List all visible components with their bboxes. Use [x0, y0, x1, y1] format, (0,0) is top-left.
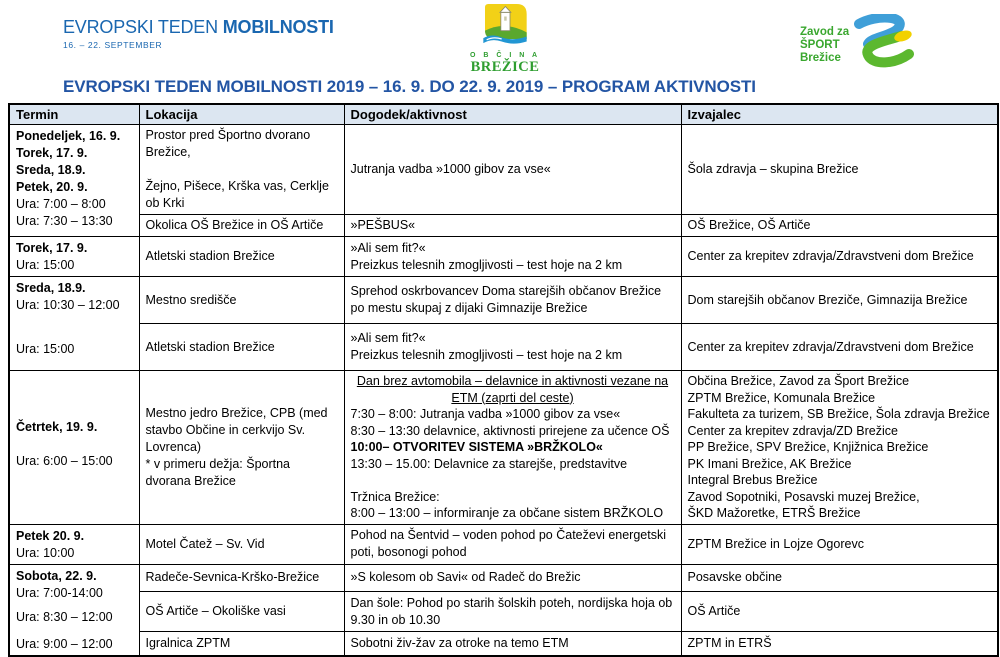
izvajalec-line: Občina Brežice, Zavod za Šport Brežice: [687, 374, 910, 388]
dogodek-cell: Dan šole: Pohod po starih šolskih poteh, nordijska hoja ob 9.30 in ob 10.30: [344, 591, 681, 632]
lokacija-cell: Atletski stadion Brežice: [139, 324, 344, 371]
dogodek-line: 13:30 – 15.00: Delavnice za starejše, predstavitve: [350, 456, 628, 471]
izvajalec-cell: Center za krepitev zdravja/Zdravstveni dom Brežice: [681, 237, 998, 277]
obcina-brezice-logo: [462, 2, 548, 76]
sport-brezice-logo: [800, 14, 921, 72]
termin-cell: [9, 277, 139, 371]
termin-hours: Ura: 15:00: [16, 342, 75, 356]
column-header-dogodek: Dogodek/aktivnost: [344, 104, 681, 125]
izvajalec-cell: ZPTM in ETRŠ: [681, 632, 998, 656]
lokacija-cell: Radeče-Sevnica-Krško-Brežice: [139, 564, 344, 591]
lokacija-line: Mestno jedro Brežice, CPB (med stavbo Občine in cerkvijo Sv. Lovrenca): [145, 405, 328, 454]
table-header-row: [9, 104, 998, 125]
dogodek-cell: Jutranja vadba »1000 gibov za vse«: [344, 125, 681, 215]
izvajalec-line: Zavod Sopotniki, Posavski muzej Brežice,: [687, 489, 920, 504]
termin-cell: [9, 237, 139, 277]
izvajalec-line: PP Brežice, SPV Brežice, Knjižnica Brežice: [687, 440, 929, 454]
dogodek-line: »Ali sem fit?«: [350, 240, 426, 255]
izvajalec-line: PK Imani Brežice, AK Brežice: [687, 456, 852, 471]
column-header-termin: Termin: [9, 104, 139, 125]
lokacija-cell: Motel Čatež – Sv. Vid: [139, 524, 344, 564]
etm-logo-title-bold: MOBILNOSTI: [222, 17, 334, 37]
page-title: EVROPSKI TEDEN MOBILNOSTI 2019 – 16. 9. DO 22. 9. 2019 – PROGRAM AKTIVNOSTI: [63, 77, 756, 96]
table-row: [9, 125, 998, 215]
termin-day: Četrtek, 19. 9.: [16, 420, 98, 434]
izvajalec-line: Center za krepitev zdravja/ZD Brežice: [687, 423, 898, 438]
sport-logo-line3: Brežice: [800, 52, 841, 64]
lokacija-cell: Okolica OŠ Brežice in OŠ Artiče: [139, 215, 344, 237]
dogodek-line: 10:00– OTVORITEV SISTEMA »BRŽKOLO«: [350, 440, 603, 454]
termin-day: Sreda, 18.9.: [16, 281, 86, 295]
table-row: [9, 524, 998, 564]
izvajalec-cell: Šola zdravja – skupina Brežice: [681, 125, 998, 215]
blank-line: [146, 161, 338, 178]
termin-cell: [9, 125, 139, 237]
dogodek-line: 8:00 – 13:00 – informiranje za občane sistem BRŽKOLO: [350, 506, 664, 520]
termin-hours: Ura: 10:30 – 12:00: [16, 298, 120, 312]
dogodek-cell: »PEŠBUS«: [344, 215, 681, 237]
column-header-izvajalec: Izvajalec: [681, 104, 998, 125]
termin-hours: Ura: 15:00: [16, 258, 75, 272]
izvajalec-cell: Posavske občine: [681, 564, 998, 591]
dogodek-cell: Sprehod oskrbovancev Doma starejših občanov Brežice po mestu skupaj z dijaki Gimnazije Brežice: [344, 277, 681, 324]
termin-hours: Ura: 6:00 – 15:00: [16, 454, 113, 468]
izvajalec-line: ZPTM Brežice, Komunala Brežice: [687, 390, 876, 405]
izvajalec-cell: Center za krepitev zdravja/Zdravstveni dom Brežice: [681, 324, 998, 371]
dogodek-cell: [344, 324, 681, 371]
lokacija-cell: Igralnica ZPTM: [139, 632, 344, 656]
table-row: [9, 237, 998, 277]
blank-line: [351, 472, 675, 489]
termin-cell: [9, 524, 139, 564]
sport-logo-line2: ŠPORT: [800, 39, 840, 51]
table-row: [9, 277, 998, 324]
termin-hours: Ura: 7:00-14:00: [16, 585, 103, 600]
lokacija-cell: [139, 125, 344, 215]
etm-logo-title-normal: EVROPSKI TEDEN: [63, 17, 223, 37]
izvajalec-cell: OŠ Brežice, OŠ Artiče: [681, 215, 998, 237]
termin-hours: Ura: 8:30 – 12:00: [16, 609, 113, 624]
termin-day: Torek, 17. 9.: [16, 146, 88, 160]
obcina-caption-top: O B Č I N A: [469, 52, 541, 59]
dogodek-title: Dan brez avtomobila – delavnice in aktivnosti vezane na ETM (zaprti del ceste): [356, 374, 669, 405]
sport-logo-text: [800, 26, 849, 65]
termin-day: Sreda, 18.9.: [16, 163, 86, 177]
lokacija-line: Prostor pred Športno dvorano Brežice,: [145, 128, 311, 159]
termin-hours: Ura: 10:00: [16, 545, 75, 560]
dogodek-cell: [344, 237, 681, 277]
dogodek-cell: Sobotni živ-žav za otroke na temo ETM: [344, 632, 681, 656]
lokacija-line: Žejno, Pišece, Krška vas, Cerklje ob Krki: [145, 179, 329, 210]
dogodek-line: Preizkus telesnih zmogljivosti – test hoje na 2 km: [350, 257, 623, 272]
dogodek-cell: »S kolesom ob Savi« od Radeč do Brežic: [344, 564, 681, 591]
lokacija-cell: Mestno središče: [139, 277, 344, 324]
table-row: [9, 324, 998, 371]
termin-cell: [9, 371, 139, 525]
izvajalec-line: Integral Brebus Brežice: [687, 473, 818, 487]
izvajalec-line: ŠKD Mažoretke, ETRŠ Brežice: [687, 506, 861, 520]
lokacija-cell: OŠ Artiče – Okoliške vasi: [139, 591, 344, 632]
dogodek-cell: Pohod na Šentvid – voden pohod po Čateževi energetski poti, bosonogi pohod: [344, 524, 681, 564]
dogodek-line: 8:30 – 13:30 delavnice, aktivnosti prirejene za učence OŠ: [350, 423, 670, 438]
obcina-crest-icon: [480, 2, 530, 46]
izvajalec-cell: ZPTM Brežice in Lojze Ogorevc: [681, 524, 998, 564]
table-row: [9, 564, 998, 591]
izvajalec-cell: [681, 371, 998, 525]
lokacija-line: * v primeru dežja: Športna dvorana Brežice: [145, 456, 291, 488]
dogodek-line: Preizkus telesnih zmogljivosti – test hoje na 2 km: [350, 348, 623, 362]
etm-logo: [63, 17, 334, 50]
dogodek-line: 7:30 – 8:00: Jutranja vadba »1000 gibov za vse«: [350, 407, 621, 421]
termin-cell: [9, 564, 139, 656]
table-row: [9, 632, 998, 656]
column-header-lokacija: Lokacija: [139, 104, 344, 125]
termin-hours: Ura: 7:00 – 8:00: [16, 197, 106, 211]
table-row: [9, 591, 998, 632]
etm-logo-dates: 16. – 22. SEPTEMBER: [63, 40, 163, 50]
lokacija-cell: Atletski stadion Brežice: [139, 237, 344, 277]
program-table: [8, 103, 999, 657]
dogodek-line: Tržnica Brežice:: [350, 489, 440, 504]
termin-day: Petek, 20. 9.: [16, 180, 88, 194]
obcina-caption-bottom: BREŽICE: [470, 59, 540, 75]
termin-hours: Ura: 7:30 – 13:30: [16, 214, 113, 228]
dogodek-cell: [344, 371, 681, 525]
termin-day: Petek 20. 9.: [16, 528, 85, 543]
termin-day: Sobota, 22. 9.: [16, 568, 97, 583]
termin-hours: Ura: 9:00 – 12:00: [16, 636, 113, 651]
sport-swoosh-icon: [843, 14, 921, 72]
table-row: [9, 215, 998, 237]
termin-day: Ponedeljek, 16. 9.: [16, 129, 121, 143]
izvajalec-cell: OŠ Artiče: [681, 591, 998, 632]
table-row: [9, 371, 998, 525]
izvajalec-cell: Dom starejših občanov Breziče, Gimnazija Brežice: [681, 277, 998, 324]
lokacija-cell: [139, 371, 344, 525]
etm-logo-title: [63, 17, 334, 38]
blank-line: [16, 436, 133, 453]
dogodek-line: »Ali sem fit?«: [350, 331, 426, 345]
izvajalec-line: Fakulteta za turizem, SB Brežice, Šola zdravja Brežice: [687, 407, 990, 421]
sport-logo-line1: Zavod za: [800, 26, 850, 38]
termin-day: Torek, 17. 9.: [16, 241, 88, 255]
